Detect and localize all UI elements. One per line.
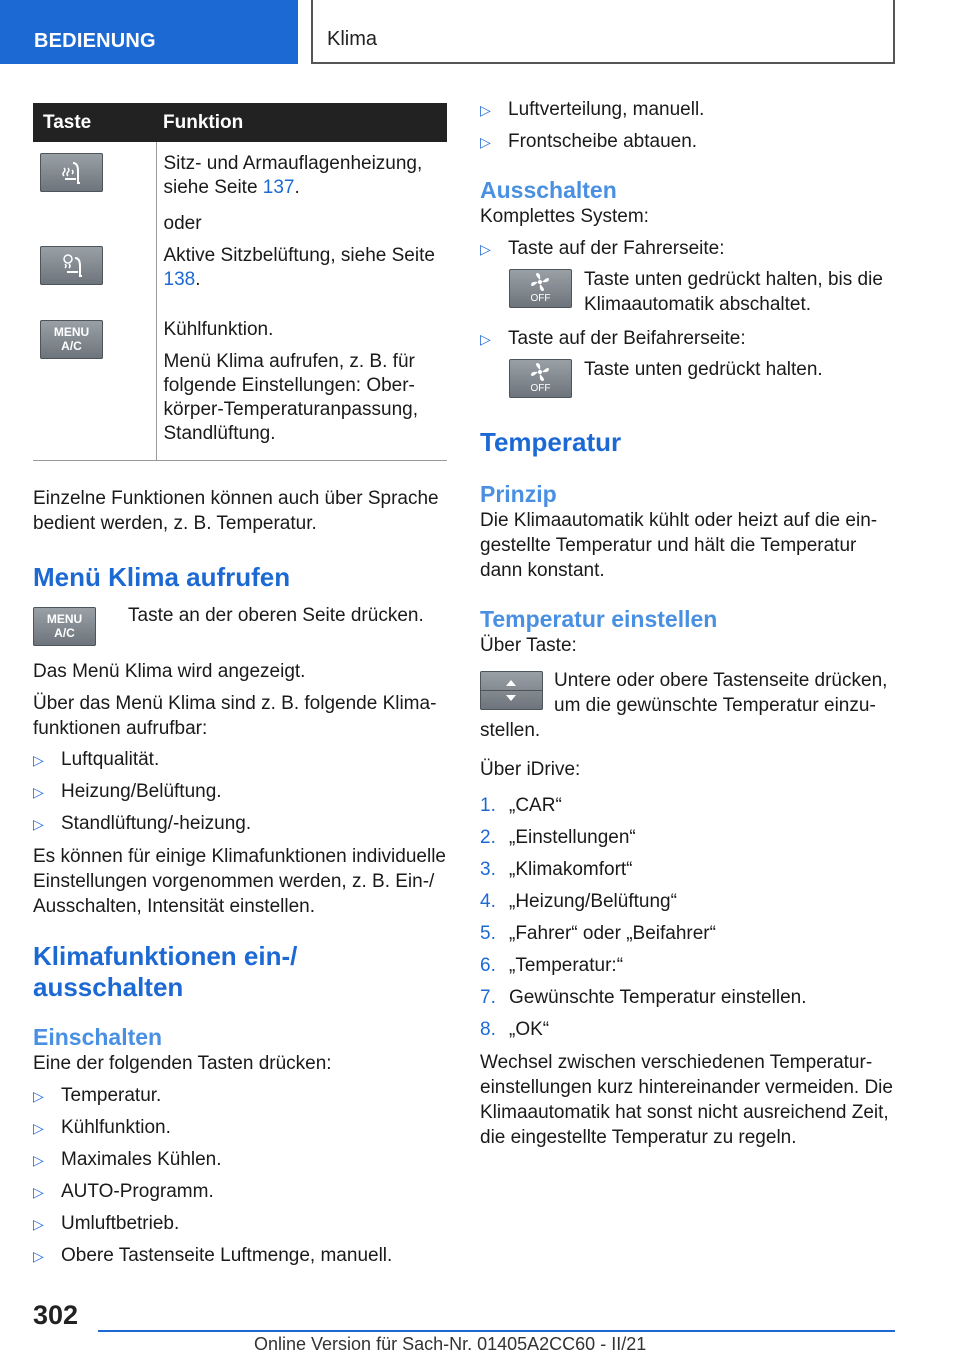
- cooling-function-text: Kühlfunktion.: [163, 319, 274, 340]
- passenger-key-text: Taste unten gedrückt halten.: [584, 359, 823, 380]
- triangle-bullet-icon: ▷: [33, 816, 44, 832]
- heading-set-temperature: Temperatur einstellen: [480, 606, 718, 632]
- triangle-bullet-icon: ▷: [480, 331, 491, 347]
- menu-items-intro: Über das Menü Klima sind z. B. folgende Klima-funktionen aufrufbar:: [33, 693, 437, 739]
- heading-climate-functions-onoff: Klimafunktionen ein-/ ausschalten: [33, 941, 298, 1002]
- menu-items-list: [33, 748, 447, 836]
- list-item: ▷ Taste auf der Beifahrerseite:: [480, 328, 746, 349]
- list-item: ▷ Taste auf der Fahrerseite:: [480, 238, 725, 259]
- table-header-key: Taste: [33, 103, 156, 142]
- idrive-steps-list: [480, 794, 900, 1042]
- list-item: ▷ Frontscheibe abtauen.: [480, 131, 698, 152]
- table-header-function: Funktion: [156, 103, 447, 142]
- seat-ventilation-text: Aktive Sitzbelüftung, siehe Seite 138.: [163, 245, 435, 290]
- list-item: 6. „Temperatur:“: [480, 955, 624, 976]
- switch-off-list: [480, 327, 900, 351]
- driver-key-text: Taste unten gedrückt halten, bis die Klimaautomatik abschaltet.: [584, 269, 883, 315]
- right-column: [480, 98, 900, 1157]
- switch-on-list-continued: [480, 98, 900, 154]
- triangle-bullet-icon: ▷: [33, 784, 44, 800]
- list-item: 3. „Klimakomfort“: [480, 859, 633, 880]
- section-tab: BEDIENUNG: [0, 0, 298, 64]
- table-row: [33, 142, 447, 244]
- triangle-bullet-icon: ▷: [33, 1184, 44, 1200]
- triangle-bullet-icon: ▷: [480, 102, 491, 118]
- triangle-bullet-icon: ▷: [33, 752, 44, 768]
- list-item: ▷ Kühlfunktion.: [33, 1117, 171, 1138]
- rocker-key-text: Untere oder obere Tastenseite drücken, um die gewünschte Temperatur einzu-stellen.: [480, 670, 888, 741]
- list-item: 8. „OK“: [480, 1019, 550, 1040]
- switch-off-list: [480, 237, 900, 261]
- menu-climate-text: Menü Klima aufrufen, z. B. für folgende Einstellungen: Ober-körper-Temperaturanpassung, Standlüftung.: [163, 351, 419, 444]
- menu-shown-text: Das Menü Klima wird angezeigt.: [33, 661, 306, 682]
- menu-key-text: Taste an der oberen Seite drücken.: [128, 605, 424, 626]
- via-key-text: Über Taste:: [480, 635, 577, 656]
- menu-ac-key-icon: MENU A/C: [33, 607, 96, 646]
- chapter-title: Klima: [311, 0, 895, 64]
- or-text: oder: [163, 213, 202, 234]
- switch-on-list: [33, 1084, 447, 1268]
- passenger-key-row: [480, 357, 900, 401]
- menu-ac-icon: MENU A/C: [40, 320, 103, 359]
- list-item: 2. „Einstellungen“: [480, 827, 636, 848]
- heading-principle: Prinzip: [480, 481, 557, 507]
- heading-menu-climate: Menü Klima aufrufen: [33, 562, 291, 592]
- footer-text: Online Version für Sach-Nr. 01405A2CC60 - II/21: [254, 1334, 647, 1354]
- fan-off-key-icon: OFF: [509, 359, 572, 398]
- list-item: 4. „Heizung/Belüftung“: [480, 891, 677, 912]
- list-item: ▷ Heizung/Belüftung.: [33, 781, 222, 802]
- list-item: ▷ Obere Tastenseite Luftmenge, manuell.: [33, 1245, 393, 1266]
- individual-settings-text: Es können für einige Klimafunktionen individuelle Einstellungen vorgenommen werden, z. B. Ein-/ Ausschalten, Intensität einstellen.: [33, 846, 446, 917]
- list-item: ▷ Luftverteilung, manuell.: [480, 99, 705, 120]
- heading-switch-on: Einschalten: [33, 1024, 163, 1050]
- heading-switch-off: Ausschalten: [480, 177, 617, 203]
- complete-system-text: Komplettes System:: [480, 206, 649, 227]
- left-column: [33, 103, 447, 1276]
- voice-note: Einzelne Funktionen können auch über Sprache bedient werden, z. B. Temperatur.: [33, 488, 439, 534]
- page-link-137[interactable]: 137: [262, 177, 295, 198]
- press-keys-text: Eine der folgenden Tasten drücken:: [33, 1053, 332, 1074]
- seat-ventilation-icon: [40, 246, 103, 285]
- list-item: 1. „CAR“: [480, 795, 562, 816]
- page-link-138[interactable]: 138: [163, 269, 196, 290]
- triangle-bullet-icon: ▷: [33, 1120, 44, 1136]
- principle-text: Die Klimaautomatik kühlt oder heizt auf die ein-gestellte Temperatur und hält die Temperatur dann konstant.: [480, 510, 878, 581]
- table-row: [33, 310, 447, 461]
- heading-temperature: Temperatur: [480, 427, 622, 457]
- temperature-rocker-icon: [480, 671, 543, 710]
- menu-key-row: [33, 603, 447, 649]
- via-idrive-text: Über iDrive:: [480, 759, 581, 780]
- triangle-bullet-icon: ▷: [33, 1248, 44, 1264]
- triangle-bullet-icon: ▷: [33, 1088, 44, 1104]
- final-note: Wechsel zwischen verschiedenen Temperatur-einstellungen kurz hintereinander vermeiden. Die Klimaautomatik hat sonst nicht ausreichend Zeit, die eingestellte Temperatur zu regeln.: [480, 1052, 893, 1148]
- list-item: ▷ Umluftbetrieb.: [33, 1213, 180, 1234]
- triangle-bullet-icon: ▷: [480, 134, 491, 150]
- seat-heating-icon: [40, 153, 103, 192]
- rocker-key-row: [480, 668, 900, 743]
- list-item: ▷ AUTO-Programm.: [33, 1181, 214, 1202]
- seat-heating-text: Sitz- und Armauflagenheizung, siehe Seite 137.: [163, 153, 423, 198]
- list-item: ▷ Maximales Kühlen.: [33, 1149, 222, 1170]
- footer-divider: [98, 1330, 895, 1332]
- table-row: [33, 244, 447, 310]
- list-item: ▷ Standlüftung/-heizung.: [33, 813, 252, 834]
- fan-off-key-icon: OFF: [509, 269, 572, 308]
- page-number: 302: [33, 1300, 79, 1330]
- triangle-bullet-icon: ▷: [33, 1152, 44, 1168]
- triangle-bullet-icon: ▷: [33, 1216, 44, 1232]
- list-item: ▷ Temperatur.: [33, 1085, 162, 1106]
- list-item: 7. Gewünschte Temperatur einstellen.: [480, 987, 807, 1008]
- list-item: ▷ Luftqualität.: [33, 749, 160, 770]
- function-table: [33, 103, 447, 461]
- triangle-bullet-icon: ▷: [480, 241, 491, 257]
- driver-key-row: [480, 267, 900, 317]
- list-item: 5. „Fahrer“ oder „Beifahrer“: [480, 923, 716, 944]
